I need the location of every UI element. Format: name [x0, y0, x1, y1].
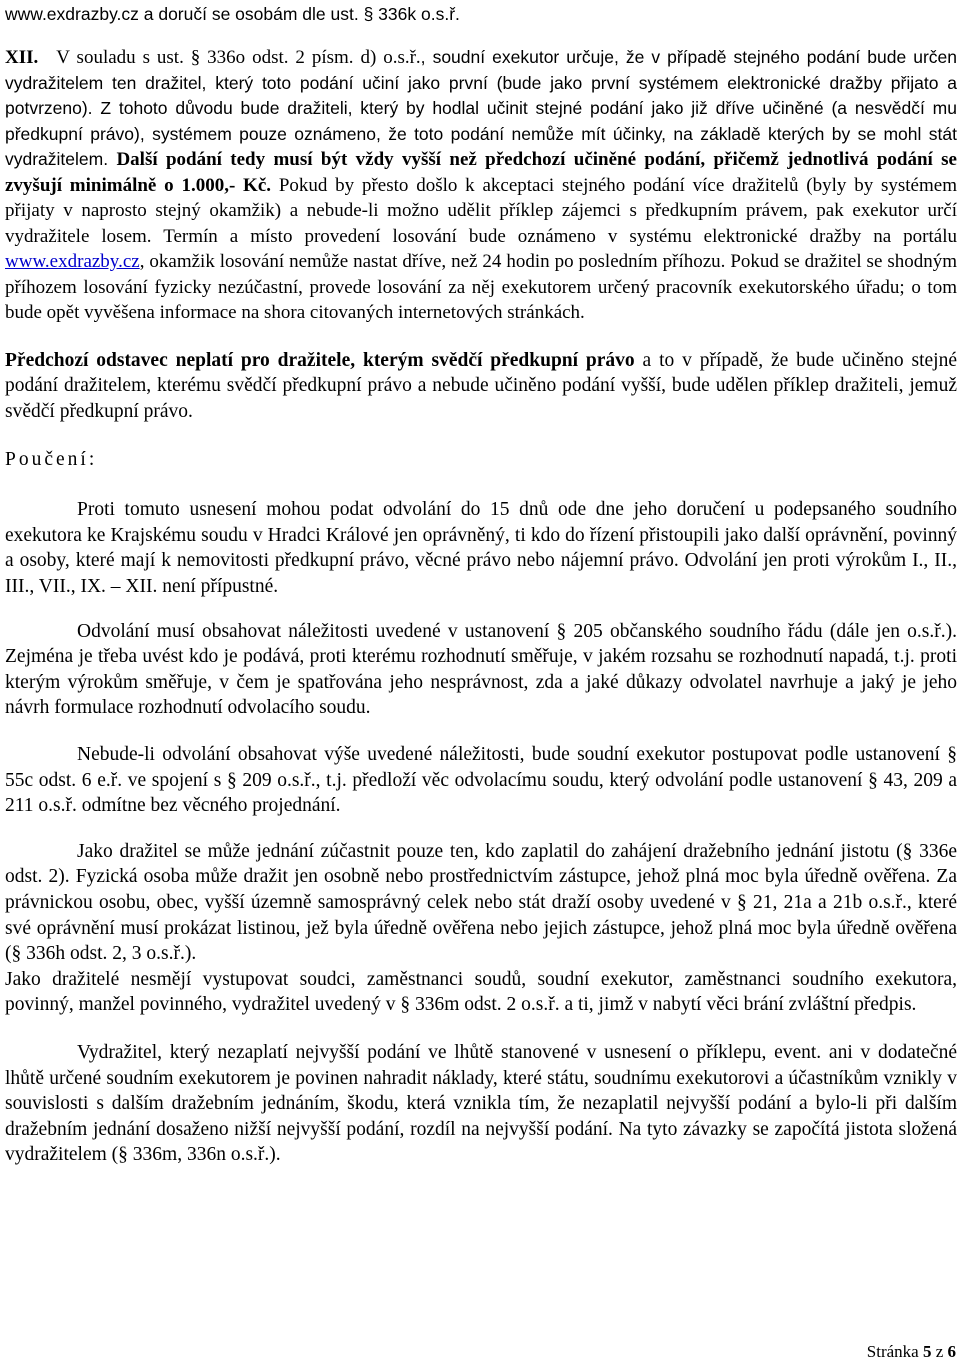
section-text-a: , soudní exekutor určuje, že v případě stejného podání bude určen vydražitelem ten dražitel, který toto podání učiní jako první (bude jako první systémem elektronické dražby přijato a potvrzeno).	[5, 47, 957, 118]
appeal-paragraph: Proti tomuto usnesení mohou podat odvolání do 15 dnů ode dne jeho doručení u podepsaného soudního exekutora ke Krajskému soudu v Hradci Králové jen oprávněný, ti kdo do řízení přistoupili jako další oprávnění, povinný a osoby, které mají k nemovitosti předkupní právo, věcné právo nebo nájemní právo. Odvolání jen proti výrokům I., II., III., VII., IX. – XII. není přípustné.	[5, 499, 957, 598]
header-line: www.exdrazby.cz a doručí se osobám dle ust. § 336k o.s.ř.	[5, 4, 460, 24]
excluded-bidders-paragraph: Jako dražitelé nesmějí vystupovat soudci, zaměstnanci soudů, soudní exekutor, zaměstnanci soudního exekutora, povinný, manžel povinného, vydražitel uvedený v § 336m odst. 2 o.s.ř. a ti, jimž v nabytí věci brání zvláštní předpis.	[5, 968, 957, 1016]
preemption-bold: Předchozí odstavec neplatí pro dražitele, kterým svědčí předkupní právo	[5, 349, 635, 371]
poucheni-heading: Poučení:	[5, 449, 98, 471]
preemption-paragraph	[5, 348, 957, 425]
page-number: Stránka 5 z 6	[866, 1342, 956, 1361]
section-number: XII.	[5, 47, 39, 68]
bidder-paragraph: Jako dražitel se může jednání zúčastnit pouze ten, kdo zaplatil do zahájení dražebního jednání jistotu (§ 336e odst. 2). Fyzická osoba může dražit jen osobně nebo prostřednictvím zástupce, jehož plná moc byla úředně ověřena. Za právnickou osobu, obec, vyšší územně samosprávný celek nebo stát draží osoby uvedené v § 21, 21a a 21b o.s.ř., které své oprávnění musí prokázat listinou, jež byla úředně ověřena nebo jejich zástupce, jehož plná moc byla úředně ověřena (§ 336h odst. 2, 3 o.s.ř.).	[5, 840, 957, 965]
section-text-d: Pokud by přesto došlo k akceptaci stejného podání více dražitelů (byly by systémem přijaty v naprosto stejný okamžik) a nebude-li možno udělit příklep zájemci s předkupním právem, pak exekutor určí vydražitele losem. Termín a místo provedení losování bude oznámeno v systému elektronické dražby na portálu	[5, 174, 957, 247]
section-12-paragraph	[5, 45, 957, 326]
section-text-c: Další podání tedy musí být vždy vyšší než předchozí učiněné podání, přičemž jednotlivá podání se zvyšují minimálně o 1.000,- Kč.	[5, 149, 957, 196]
document-page	[5, 0, 957, 1168]
section-lead: V souladu s ust. § 336o odst. 2 písm. d) o.s.ř.	[56, 47, 421, 68]
buyer-liability-paragraph: Vydražitel, který nezaplatí nejvyšší podání ve lhůtě stanovené v usnesení o příklepu, event. ani v dodatečné lhůtě určené soudním exekutorem je povinen nahradit náklady, které státu, soudnímu exekutorovi a účastníkům vznikly v souvislosti s dalším dražebním jednáním, škodu, která vznikla tím, že nezaplatil nejvyšší podání a bylo-li při dalším dražebním jednání dosaženo nižší nejvyšší podání, rozdíl na nejvyšší podání. Na tyto závazky se započítá jistota složená vydražitelem (§ 336m, 336n o.s.ř.).	[5, 1041, 957, 1166]
appeal-rejection-paragraph: Nebude-li odvolání obsahovat výše uvedené náležitosti, bude soudní exekutor postupovat podle ustanovení § 55c odst. 6 e.ř. ve spojení s § 209 o.s.ř., t.j. předloží věc odvolacímu soudu, který odvolání podle ustanovení § 43, 209 a 211 o.s.ř. odmítne bez věcného projednání.	[5, 744, 957, 817]
section-text-b: Z tohoto důvodu bude dražiteli, který by hodlal učinit stejné podání jako již dříve učiněné (a nesvědčí mu předkupní právo), systémem pouze oznámeno, že toto podání nemůže mít účinky, na základě kterých by se mohl stát vydražitelem.	[5, 98, 957, 169]
appeal-requirements-paragraph: Odvolání musí obsahovat náležitosti uvedené v ustanovení § 205 občanského soudního řádu (dále jen o.s.ř.). Zejména je třeba uvést kdo je podává, proti kterému rozhodnutí směřuje, v jakém rozsahu se rozhodnutí napadá, t.j. proti kterým výrokům směřuje, v čem je spatřována jeho nesprávnost, zda a jaké důkazy odvolatel navrhuje a jaký je jeho návrh formulace rozhodnutí odvolacího soudu.	[5, 620, 957, 719]
exdrazby-link[interactable]: www.exdrazby.cz	[5, 251, 140, 272]
section-text-e: , okamžik losování nemůže nastat dříve, než 24 hodin po posledním příhozu. Pokud se dražitel se shodným příhozem losování fyzicky nezúčastní, provede losování za něj exekutorem určený pracovník exekutorského úřadu; o tom bude opět vyvěšena informace na shora citovaných internetových stránkách.	[5, 251, 957, 323]
preemption-rest: a to v případě, že bude učiněno stejné podání dražitelem, kterému svědčí předkupní právo a nebude učiněno podání vyšší, bude udělen příklep dražiteli, jemuž svědčí předkupní právo.	[5, 349, 957, 422]
